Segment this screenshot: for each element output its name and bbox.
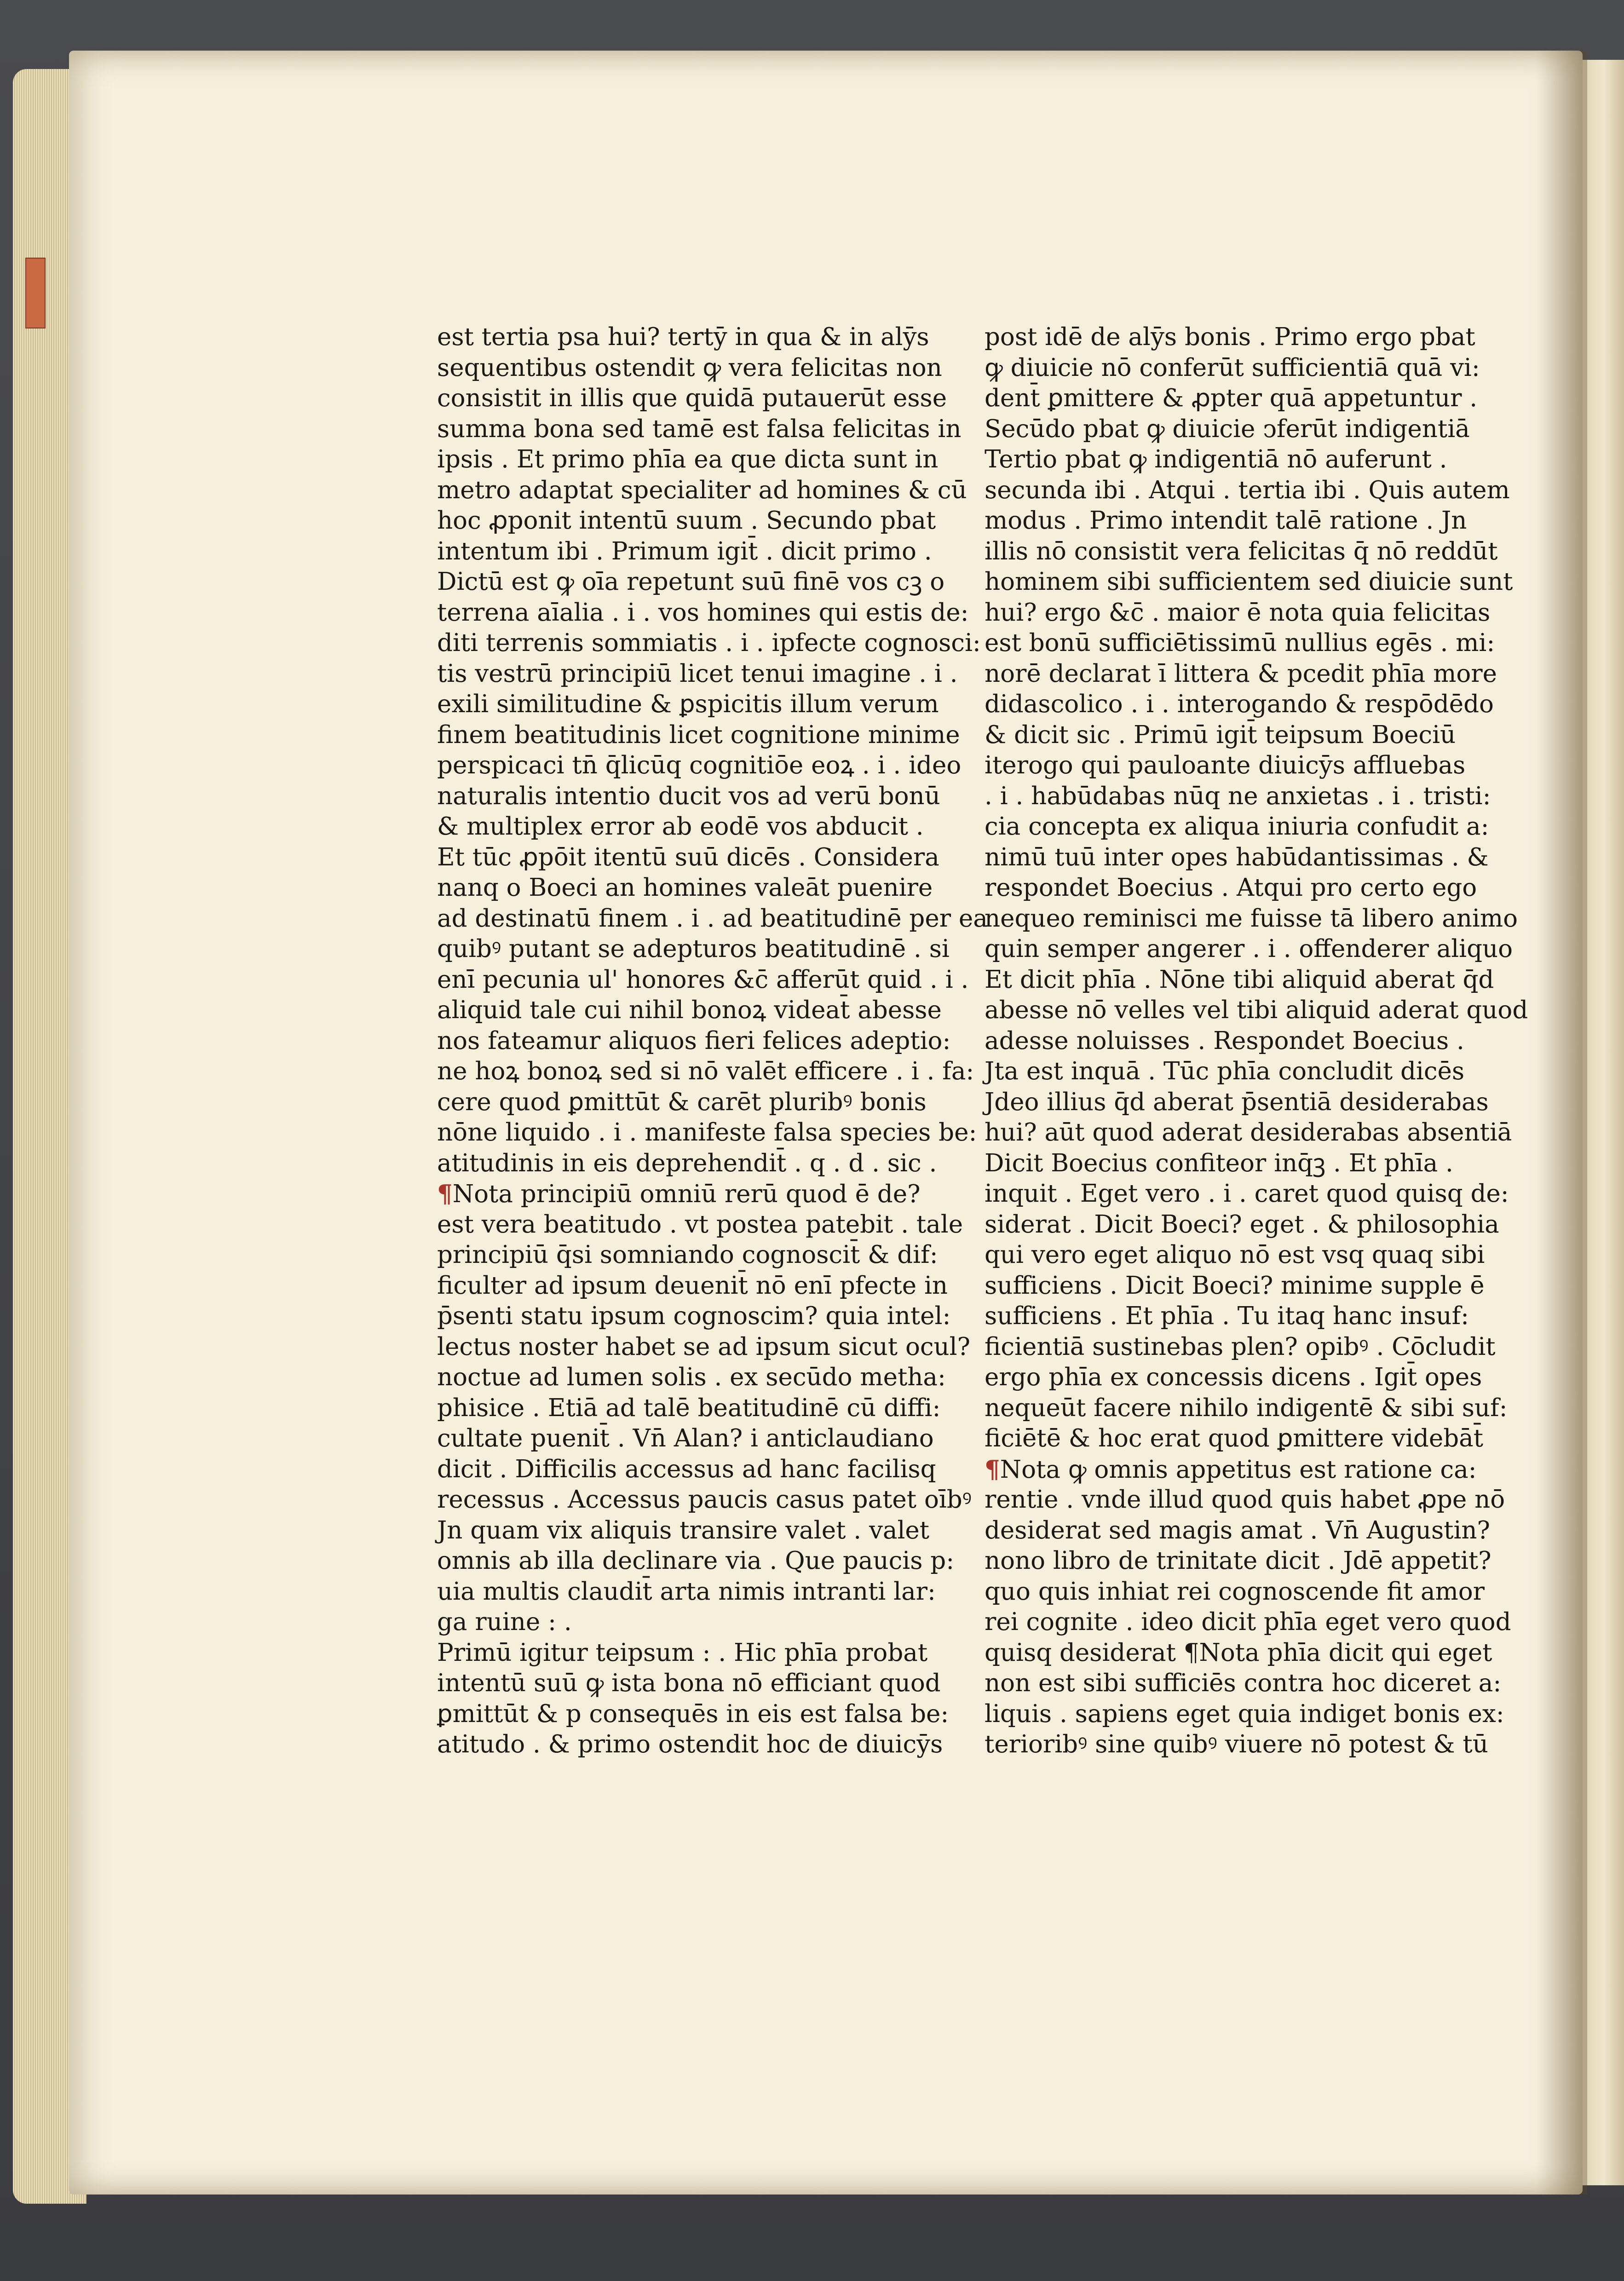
text-line: cia concepta ex aliqua iniuria confudit a: [985, 812, 1489, 841]
text-line: rentie . vnde illud quod quis habet ꝓpe nō [985, 1486, 1505, 1514]
text-line: sufficiens . Dicit Boeci? minime supple ē [985, 1271, 1485, 1300]
text-line: hui? aūt quod aderat desiderabas absentiā [985, 1118, 1512, 1146]
text-line: didascolico . i . interogando & respōdēdo [985, 690, 1494, 718]
text-line: omnis ab illa declinare via . Que paucis p: [437, 1547, 955, 1575]
text-line: Primū igitur teipsum : . Hic phīa probat [437, 1638, 928, 1667]
text-line: intentum ibi . Primum igit̄ . dicit primo . [437, 537, 932, 565]
text-line: ficientiā sustinebas plen? opibꝰ . Cōcludit [985, 1332, 1496, 1361]
text-line: nōne liquido . i . manifeste falsa species be: [437, 1118, 977, 1146]
text-line: Dicit Boecius confiteor inq̄ꝫ . Et phīa . [985, 1149, 1453, 1177]
text-line: nequeo reminisci me fuisse tā libero animo [985, 904, 1518, 933]
text-line: Et dicit phīa . Nōne tibi aliquid aberat q̄d [985, 965, 1494, 994]
text-line: lectus noster habet se ad ipsum sicut ocul? [437, 1332, 971, 1361]
text-line: quibꝰ putant se adepturos beatitudinē . si [437, 935, 950, 963]
text-line: est vera beatitudo . vt postea patebit . tale [437, 1210, 963, 1238]
rubric-paragraph-mark: ¶ [985, 1455, 1000, 1484]
text-line: terioribꝰ sine quibꝰ viuere nō potest & tū [985, 1730, 1488, 1758]
text-line: modus . Primo intendit talē ratione . Jn [985, 507, 1467, 535]
text-line: metro adaptat specialiter ad homines & cū [437, 476, 967, 504]
text-line: uia multis claudit̄ arta nimis intranti lar: [437, 1577, 936, 1606]
rubric-paragraph-mark: ¶ [437, 1180, 453, 1208]
text-line: nono libro de trinitate dicit . Jdē appetit? [985, 1547, 1492, 1575]
text-line: & dicit sic . Primū igit̄ teipsum Boeciū [985, 720, 1456, 749]
text-line: noctue ad lumen solis . ex secūdo metha: [437, 1363, 946, 1391]
text-line [437, 1179, 925, 1210]
text-line: Tertio pbat ꝙ indigentiā nō auferunt . [985, 445, 1447, 473]
text-line: hoc ꝓponit intentū suum . Secundo pbat [437, 507, 936, 535]
text-line: intentū suū ꝙ ista bona nō efficiant quod [437, 1669, 941, 1697]
text-line-rest: Nota ꝙ omnis appetitus est ratione ca: [1000, 1455, 1477, 1484]
text-line: est bonū sufficiētissimū nullius egēs . mi: [985, 629, 1495, 657]
gutter-shadow [1537, 51, 1587, 2195]
text-line: ad destinatū finem . i . ad beatitudinē per ea [437, 904, 988, 933]
text-line: abesse nō velles vel tibi aliquid aderat quod [985, 996, 1528, 1024]
text-line: consistit in illis que quidā putauerūt esse [437, 384, 947, 412]
page-tab-marker [25, 258, 46, 328]
text-line: tis vestrū principiū licet tenui imagine . i . [437, 659, 958, 688]
text-line: terrena aīalia . i . vos homines qui estis de: [437, 598, 969, 627]
text-line: norē declarat ī littera & pcedit phīa more [985, 659, 1497, 688]
text-line: ꝙ diuicie nō conferūt sufficientiā quā vi: [985, 353, 1480, 382]
text-line: atitudinis in eis deprehendit̄ . q . d . sic . [437, 1149, 937, 1177]
text-line: cere quod ꝑmittūt & carēt pluribꝰ bonis [437, 1088, 927, 1116]
text-line: ficiētē & hoc erat quod ꝑmittere videbāt̄ [985, 1424, 1484, 1452]
text-line: ga ruine : . [437, 1608, 572, 1636]
text-line: Jta est inquā . Tūc phīa concludit dicēs [985, 1057, 1465, 1085]
text-line: liquis . sapiens eget quia indiget bonis ex: [985, 1699, 1504, 1728]
text-line [985, 1454, 1477, 1485]
text-line: p̄senti statu ipsum cognoscim? quia intel: [437, 1302, 951, 1330]
text-line: dicit . Difficilis accessus ad hanc facilisq [437, 1455, 936, 1483]
left-text-column [437, 322, 988, 1760]
text-line: cultate puenit̄ . Vn̄ Alan? i anticlaudiano [437, 1424, 934, 1452]
text-line: perspicaci tn̄ q̄licūq cognitiōe eoꝝ . i . ideo [437, 751, 962, 779]
text-line: siderat . Dicit Boeci? eget . & philosophia [985, 1210, 1499, 1238]
text-line: naturalis intentio ducit vos ad verū bonū [437, 782, 940, 810]
text-line: respondet Boecius . Atqui pro certo ego [985, 874, 1477, 902]
text-line: nanq o Boeci an homines valeāt puenire [437, 874, 933, 902]
text-line: & multiplex error ab eodē vos abducit . [437, 812, 924, 841]
text-line: phisice . Etiā ad talē beatitudinē cū diffi: [437, 1394, 941, 1422]
text-line: rei cognite . ideo dicit phīa eget vero quod [985, 1608, 1511, 1636]
text-line: hominem sibi sufficientem sed diuicie sunt [985, 568, 1513, 596]
text-line: est tertia psa hui? tertȳ in qua & in alȳs [437, 323, 929, 351]
text-line: diti terrenis sommiatis . i . ipfecte cognosci: [437, 629, 981, 657]
text-line: exili similitudine & ꝑspicitis illum verum [437, 690, 939, 718]
text-line: qui vero eget aliquo nō est vsq quaq sibi [985, 1241, 1485, 1269]
text-line: ꝑmittūt & p consequēs in eis est falsa be: [437, 1699, 949, 1728]
text-line: Jn quam vix aliquis transire valet . valet [437, 1516, 930, 1544]
text-line: Et tūc ꝓpōit itentū suū dicēs . Considera [437, 843, 939, 871]
text-line: desiderat sed magis amat . Vn̄ Augustin? [985, 1516, 1490, 1544]
text-line: recessus . Accessus paucis casus patet oībꝰ [437, 1486, 972, 1514]
text-line: quin semper angerer . i . offenderer aliquo [985, 935, 1513, 963]
text-line: . i . habūdabas nūq ne anxietas . i . tristi: [985, 782, 1491, 810]
text-line-rest: Nota principiū omniū rerū quod ē de? [452, 1180, 921, 1208]
text-line: nimū tuū inter opes habūdantissimas . & [985, 843, 1489, 871]
text-line: Jdeo illius q̄d aberat p̄sentiā desiderabas [985, 1088, 1489, 1116]
text-line: summa bona sed tamē est falsa felicitas in [437, 415, 962, 443]
text-line: nequeūt facere nihilo indigentē & sibi suf: [985, 1394, 1508, 1422]
text-line: quisq desiderat ¶Nota phīa dicit qui eget [985, 1638, 1492, 1667]
text-line: sequentibus ostendit ꝙ vera felicitas non [437, 353, 942, 382]
text-line: ficulter ad ipsum deuenit̄ nō enī pfecte in [437, 1271, 948, 1300]
text-line: ne hoꝝ bonoꝝ sed si nō valēt efficere . i . fa: [437, 1057, 974, 1085]
text-line: nos fateamur aliquos fieri felices adeptio: [437, 1026, 951, 1055]
text-line: inquit . Eget vero . i . caret quod quisq de: [985, 1180, 1509, 1208]
text-line: ergo phīa ex concessis dicens . Igit̄ opes [985, 1363, 1482, 1391]
text-line: ipsis . Et primo phīa ea que dicta sunt in [437, 445, 939, 473]
text-line: Secūdo pbat ꝙ diuicie ↄferūt indigentiā [985, 415, 1470, 443]
text-line: quo quis inhiat rei cognoscende fit amor [985, 1577, 1485, 1606]
text-line: finem beatitudinis licet cognitione minime [437, 720, 960, 749]
text-line: Dictū est ꝙ oīa repetunt suū finē vos cꝫ o [437, 568, 945, 596]
text-line: post idē de alȳs bonis . Primo ergo pbat [985, 323, 1475, 351]
text-line: enī pecunia ul' honores &c̄ afferūt quid . i . [437, 965, 969, 994]
text-line: dent̄ ꝑmittere & ꝓpter quā appetuntur . [985, 384, 1478, 412]
right-text-column [985, 322, 1528, 1760]
text-line: hui? ergo &c̄ . maior ē nota quia felicitas [985, 598, 1491, 627]
text-line: iterogo qui pauloante diuicȳs affluebas [985, 751, 1466, 779]
text-line: aliquid tale cui nihil bonoꝝ videat̄ abesse [437, 996, 942, 1024]
text-line: non est sibi sufficiēs contra hoc diceret a: [985, 1669, 1502, 1697]
text-line: secunda ibi . Atqui . tertia ibi . Quis autem [985, 476, 1510, 504]
text-line: adesse noluisses . Respondet Boecius . [985, 1026, 1464, 1055]
text-line: illis nō consistit vera felicitas q̄ nō reddūt [985, 537, 1498, 565]
text-line: sufficiens . Et phīa . Tu itaq hanc insuf: [985, 1302, 1469, 1330]
text-line: principiū q̄si somniando cognoscit̄ & dif: [437, 1241, 938, 1269]
text-line: atitudo . & primo ostendit hoc de diuicȳs [437, 1730, 943, 1758]
